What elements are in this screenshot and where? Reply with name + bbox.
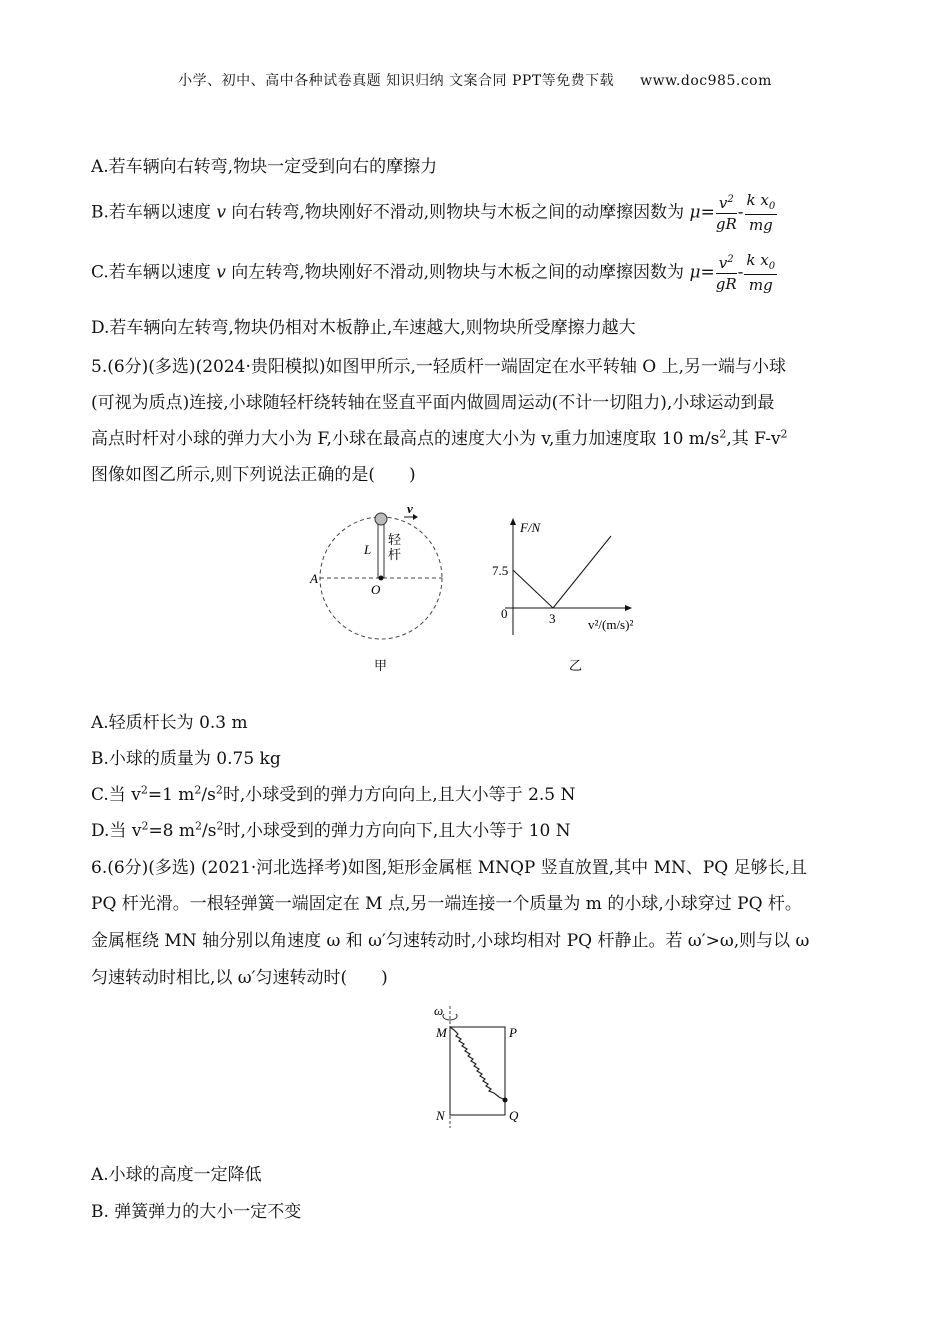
- label-rod-1: 轻: [388, 532, 402, 547]
- caption-yi: 乙: [569, 658, 583, 673]
- figure-metal-frame: [425, 1002, 535, 1132]
- q5-stem-line2: (可视为质点)连接,小球随轻杆绕转轴在竖直平面内做圆周运动(不计一切阻力),小球运动到最: [91, 393, 775, 413]
- light-rod: [378, 522, 384, 578]
- figure-yi-graph: [480, 505, 650, 680]
- y-axis-arrow-icon: [510, 518, 516, 525]
- graph-line-rising: [553, 536, 611, 608]
- q5-option-c: C.当 $v^2=1$ $m^2/s^2$时,小球受到的弹力方向向上,且大小等于 2.5 N: [91, 783, 576, 805]
- q5-stem-line3: 高点时杆对小球的弹力大小为 F,小球在最高点的速度大小为 v,重力加速度取 10 $m/s^2$,其 $F-v^2$: [91, 427, 788, 449]
- tick-3: 3: [549, 611, 556, 626]
- fraction-v2-gR: $\frac{v^2}{gR}$: [715, 193, 737, 233]
- fraction-v2-gR: $\frac{v^2}{gR}$: [715, 253, 737, 293]
- pivot-point: [379, 576, 384, 581]
- q4-option-b: B.若车辆以速度 v 向右转弯,物块刚好不滑动,则物块与木板之间的动摩擦因数为 μ= $\frac{v^2}{gR}$ - $\frac{k x_0}{mg}$: [91, 191, 776, 234]
- label-A: A: [310, 571, 318, 586]
- q5-option-d: D.当 $v^2=8$ $m^2/s^2$时,小球受到的弹力方向向下,且大小等于 10 N: [91, 819, 571, 841]
- label-L: L: [364, 542, 372, 557]
- q5-stem-line1: 5.(6分)(多选)(2024·贵阳模拟)如图甲所示,一轻质杆一端固定在水平转轴 O 上,另一端与小球: [91, 357, 787, 377]
- header-text: 小学、初中、高中各种试卷真题 知识归纳 文案合同 PPT等免费下载: [178, 73, 615, 89]
- q5-option-a: A.轻质杆长为 0.3 m: [91, 713, 248, 733]
- figure-jia-circle: [300, 500, 470, 680]
- label-v: v: [407, 501, 413, 516]
- fraction-kx0-mg: $\frac{k x_0}{mg}$: [746, 251, 776, 294]
- q5-stem-line4: 图像如图乙所示,则下列说法正确的是( ): [91, 465, 416, 485]
- arrow-head-icon: [413, 514, 418, 520]
- label-omega: ω: [434, 1003, 444, 1018]
- header-url: www.doc985.com: [640, 73, 772, 89]
- caption-jia: 甲: [374, 658, 388, 673]
- q6-stem-line4: 匀速转动时相比,以 ω′匀速转动时( ): [91, 968, 388, 988]
- q5-option-b: B.小球的质量为 0.75 kg: [91, 749, 281, 769]
- q4-option-d: D.若车辆向左转弯,物块仍相对木板静止,车速越大,则物块所受摩擦力越大: [91, 318, 636, 338]
- label-O: O: [371, 582, 381, 597]
- x-axis-arrow-icon: [625, 605, 632, 611]
- y-axis-label: F/N: [520, 520, 541, 535]
- page-header: [0, 70, 950, 90]
- q4-option-c: C.若车辆以速度 v 向左转弯,物块刚好不滑动,则物块与木板之间的动摩擦因数为 μ= $\frac{v^2}{gR}$ - $\frac{k x_0}{mg}$: [91, 251, 776, 294]
- fraction-kx0-mg: $\frac{k x_0}{mg}$: [746, 191, 776, 234]
- q6-stem-line2: PQ 杆光滑。一根轻弹簧一端固定在 M 点,另一端连接一个质量为 m 的小球,小球穿过 PQ 杆。: [91, 894, 802, 914]
- q6-stem-line3: 金属框绕 MN 轴分别以角速度 ω 和 ω′匀速转动时,小球均相对 PQ 杆静止。若 ω′>ω,则与以 ω: [91, 931, 810, 951]
- tick-7-5: 7.5: [492, 563, 509, 578]
- small-ball: [375, 513, 387, 525]
- mu-symbol: μ=: [689, 262, 715, 283]
- label-P: P: [509, 1025, 517, 1040]
- label-M: M: [436, 1025, 447, 1040]
- q6-stem-line1: 6.(6分)(多选) (2021·河北选择考)如图,矩形金属框 MNQP 竖直放置,其中 MN、PQ 足够长,且: [91, 858, 808, 878]
- mu-symbol: μ=: [689, 202, 715, 223]
- q6-option-a: A.小球的高度一定降低: [91, 1165, 262, 1185]
- x-axis-label: v²/(m/s)²: [588, 617, 634, 632]
- label-Q: Q: [509, 1108, 519, 1123]
- spring: [450, 1027, 505, 1100]
- q4-option-a: A.若车辆向右转弯,物块一定受到向右的摩擦力: [91, 157, 438, 177]
- tick-zero: 0: [501, 606, 508, 621]
- graph-line-falling: [513, 570, 553, 608]
- q6-option-b: B. 弹簧弹力的大小一定不变: [91, 1202, 302, 1222]
- small-ball: [503, 1098, 508, 1103]
- label-rod-2: 杆: [388, 547, 402, 562]
- label-N: N: [436, 1108, 445, 1123]
